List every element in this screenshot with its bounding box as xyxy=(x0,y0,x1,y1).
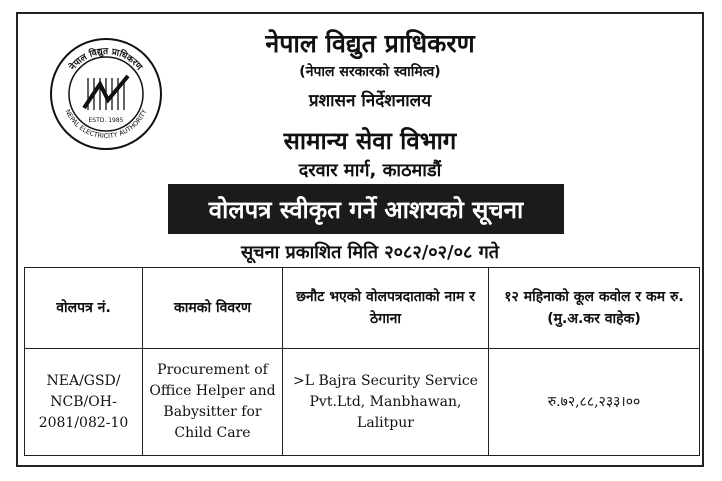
logo-bottom-text: NEPAL ELECTRICITY AUTHORITY xyxy=(63,108,149,141)
org-subtitle: (नेपाल सरकारको स्वामित्व) xyxy=(299,64,441,80)
header-bidder: छनौट भएको वोलपत्रदाताको नाम र ठेगाना xyxy=(283,268,489,349)
logo-top-text: नेपाल विद्युत प्राधिकरण xyxy=(68,46,144,73)
publication-date: सूचना प्रकाशित मिति २०८२/०२/०८ गते xyxy=(241,242,499,263)
award-table xyxy=(24,267,700,456)
org-department: सामान्य सेवा विभाग xyxy=(283,127,457,155)
logo-estd-text: ESTD. 1985 xyxy=(88,117,124,124)
cell-bid-no: NEA/GSD/ NCB/OH- 2081/082-10 xyxy=(25,349,143,456)
org-name: नेपाल विद्युत प्राधिकरण xyxy=(265,29,475,58)
notice-title: वोलपत्र स्वीकृत गर्ने आशयको सूचना xyxy=(168,184,564,234)
header-bid-no: वोलपत्र नं. xyxy=(25,268,143,349)
cell-bidder: >L Bajra Security Service Pvt.Ltd, Manbhawan, Lalitpur xyxy=(283,349,489,456)
header-amount: १२ महिनाको कूल कवोल र कम रु. (मु.अ.कर वाहेक) xyxy=(489,268,700,349)
cell-amount: रु.७२,८८,२३३।०० xyxy=(489,349,700,456)
cell-description: Procurement of Office Helper and Babysitter for Child Care xyxy=(143,349,283,456)
table-header-row xyxy=(25,268,700,349)
header-description: कामको विवरण xyxy=(143,268,283,349)
org-address: दरवार मार्ग, काठमाडौं xyxy=(298,160,442,181)
table-row xyxy=(25,349,700,456)
org-directorate: प्रशासन निर्देशनालय xyxy=(308,91,432,111)
